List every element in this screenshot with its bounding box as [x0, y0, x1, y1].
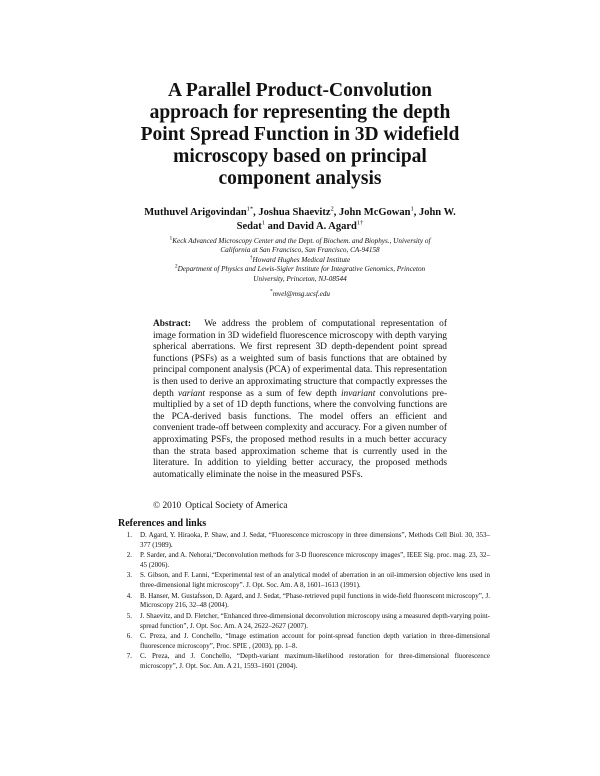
- affiliation-mark: 2: [174, 263, 178, 270]
- reference-number: 7.: [126, 652, 132, 661]
- title-line: microscopy based on principal: [173, 146, 427, 167]
- abstract-label: Abstract:: [153, 319, 192, 329]
- affiliation-text: Howard Hughes Medical Institute: [252, 255, 351, 264]
- email-address[interactable]: mvel@msg.ucsf.edu: [272, 290, 331, 298]
- reference-item: [118, 551, 490, 571]
- affiliation-line: [140, 246, 460, 255]
- reference-item: [118, 592, 490, 612]
- author-affil-mark: 1: [410, 205, 414, 213]
- affiliation-mark: †: [249, 254, 253, 261]
- reference-text: C. Preza, and J. Conchello, “Image estimation account for point-spread function depth variation in three-dimensional fluorescence microscopy”, Proc. SPIE , (2003), pp. 1–8.: [140, 631, 490, 650]
- author-affil-mark: 1*: [246, 205, 254, 213]
- reference-item: [118, 632, 490, 652]
- author-name: Muthuvel Arigovindan: [144, 207, 247, 218]
- author-name: , Joshua Shaevitz: [253, 207, 331, 218]
- reference-text: J. Shaevitz, and D. Fletcher, “Enhanced three-dimensional deconvolution microscopy using a measured depth-varying point-spread function”, J. Opt. Soc. Am. A 24, 2622–2627 (2007).: [140, 611, 490, 630]
- reference-number: 3.: [126, 571, 132, 580]
- affiliation-text: Keck Advanced Microscopy Center and the Dept. of Biochem. and Biophys., University of: [172, 237, 431, 245]
- author-affil-mark: 1: [261, 219, 265, 227]
- reference-text: P. Sarder, and A. Nehorai,“Deconvolution methods for 3-D fluorescence microscopy images”, IEEE Sig. proc. mag. 23, 32–45 (2006).: [140, 551, 490, 569]
- copyright-org: Optical Society of America: [185, 501, 288, 511]
- email-mark: *: [269, 288, 273, 295]
- affiliation-line: [140, 237, 460, 246]
- reference-number: 5.: [126, 611, 132, 620]
- title-line: Point Spread Function in 3D widefield: [140, 124, 460, 145]
- copyright-notice: [153, 501, 447, 511]
- author-line-2: [120, 220, 480, 234]
- reference-text: B. Hanser, M. Gustafsson, D. Agard, and J. Sedat, “Phase-retrieved pupil functions in wide-field fluorescent microscopy”, J. Microscopy 216, 32–48 (2004).: [140, 591, 490, 610]
- copyright-year: © 2010: [153, 501, 182, 511]
- corresponding-email: [140, 290, 460, 298]
- reference-item: [118, 571, 490, 591]
- reference-text: D. Agard, Y. Hiraoka, P. Shaw, and J. Sedat, “Fluorescence microscopy in three dimensions”, Methods Cell Biol. 30, 353–377 (1989).: [140, 531, 490, 549]
- author-list: [120, 206, 480, 234]
- affiliation-line: [140, 256, 460, 265]
- reference-number: 4.: [126, 591, 132, 600]
- abstract: [153, 319, 447, 481]
- paper-title: [100, 80, 500, 190]
- abstract-text: convolutions pre-multiplied by a set of 1D depth functions, where the convolving functions are the PCA-derived basis functions. The model offers an efficient and convenient trade-off between complexity and accuracy. For a given number of approximating PSFs, the proposed method results in a much better accuracy than the strata based approximation scheme that is currently used in the literature. In addition to yielding better accuracy, the proposed methods automatically eliminate the noise in the measured PSFs.: [153, 388, 448, 480]
- reference-item: [118, 612, 490, 632]
- affiliation-text: Department of Physics and Lewis-Sigler Institute for Integrative Genomics, Princeton: [177, 265, 426, 274]
- reference-number: 6.: [126, 631, 132, 640]
- abstract-text: We address the problem of computational representation of image formation in 3D widefield fluorescence microscopy with depth varying spherical aberrations. We first represent 3D depth-dependent point spread functions (PSFs) as a weighted sum of basis functions that are obtained by principal component analysis (PCA) of experimental data. This representation is then used to derive an approximating structure that compactly expresses the depth: [153, 319, 447, 399]
- author-name: Sedat: [236, 221, 262, 232]
- affiliation-text: California at San Francisco, San Francisco, CA-94158: [220, 246, 380, 255]
- affiliation-line: [140, 265, 460, 274]
- references-heading: References and links: [118, 518, 207, 529]
- reference-text: S. Gibson, and F. Lanni, “Experimental test of an analytical model of aberration in an oil-immersion objective lens used in three-dimensional light microscopy”. J. Opt. Soc. Am. A 8, 1601–1613 (1991).: [140, 571, 490, 590]
- author-name: , John McGowan: [333, 207, 411, 218]
- title-line: component analysis: [218, 168, 382, 189]
- reference-number: 2.: [126, 551, 132, 560]
- affiliations: [140, 237, 460, 284]
- author-name: , John W.: [413, 207, 456, 218]
- affiliation-text: University, Princeton, NJ-08544: [253, 274, 347, 283]
- abstract-emphasis: variant: [177, 388, 206, 399]
- author-line-1: [120, 206, 480, 220]
- title-line: approach for representing the depth: [149, 102, 451, 123]
- reference-number: 1.: [126, 531, 132, 539]
- abstract-text: response as a sum of few depth: [209, 388, 337, 399]
- reference-list: [118, 531, 490, 672]
- author-name: and David A. Agard: [264, 221, 357, 232]
- reference-item: [118, 531, 490, 551]
- author-affil-mark: 1†: [356, 219, 364, 227]
- abstract-emphasis: invariant: [340, 388, 376, 399]
- affiliation-line: [140, 275, 460, 284]
- title-line: A Parallel Product-Convolution: [168, 80, 432, 101]
- reference-text: C. Preza, and J. Conchello, “Depth-variant maximum-likelihood restoration for three-dimensional fluorescence microscopy”, J. Opt. Soc. Am. A 21, 1593–1601 (2004).: [140, 652, 490, 670]
- reference-item: [118, 652, 490, 672]
- affiliation-mark: 1: [169, 235, 173, 242]
- author-affil-mark: 2: [330, 205, 334, 213]
